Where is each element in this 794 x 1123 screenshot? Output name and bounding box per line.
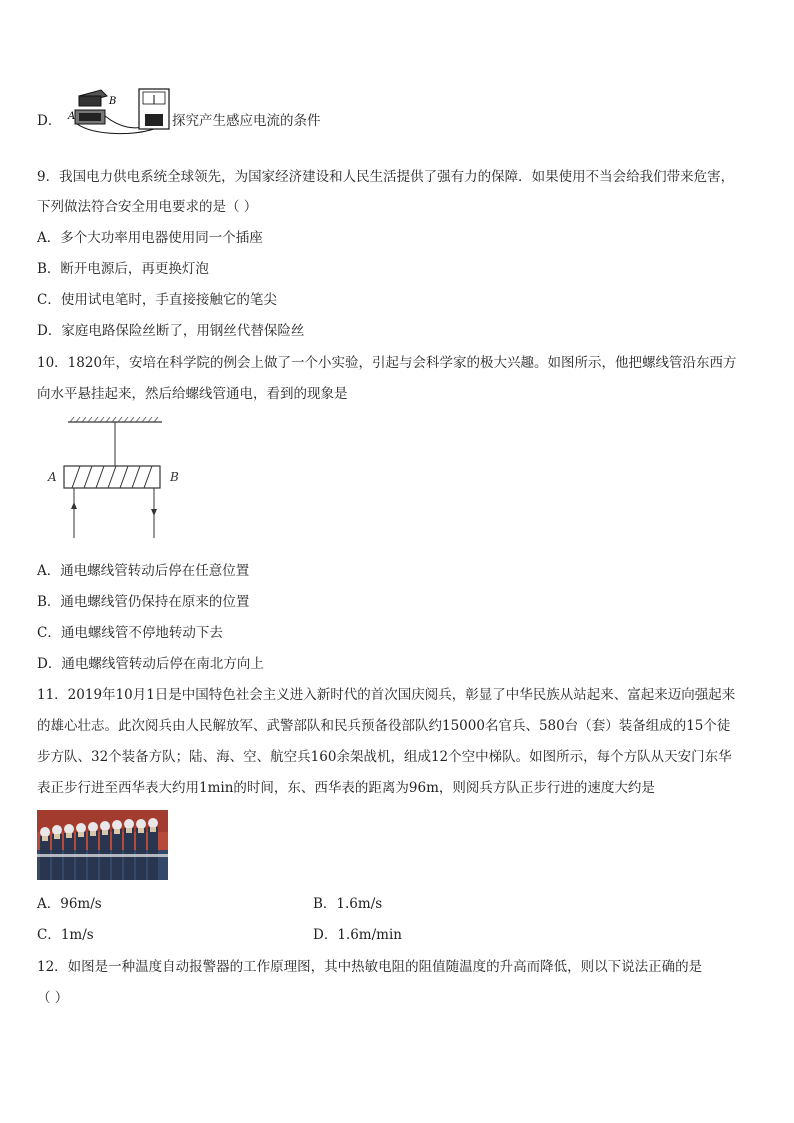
q8-option-d-text: 探究产生感应电流的条件 — [172, 113, 321, 129]
q9-stem-line-2: 下列做法符合安全用电要求的是（ ） — [37, 199, 258, 215]
q12-stem-line-2: （ ） — [37, 990, 69, 1006]
q8-fig-label-a: A — [68, 111, 76, 122]
q11-stem-line-2: 的雄心壮志。此次阅兵由人民解放军、武警部队和民兵预备役部队约15000名官兵、580台（套）装备组成的15个徒 — [37, 718, 731, 734]
induction-experiment-figure — [65, 88, 175, 138]
q11-stem-line-1: 11．2019年10月1日是中国特色社会主义进入新时代的首次国庆阅兵，彰显了中华民族从站起来、富起来迈向强起来 — [37, 687, 736, 703]
q8-fig-label-b: B — [109, 96, 117, 107]
q11-stem-line-4: 表正步行进至西华表大约用1min的时间，东、西华表的距离为96m，则阅兵方队正步行进的速度大约是 — [37, 780, 655, 796]
q12-stem-line-1: 12．如图是一种温度自动报警器的工作原理图，其中热敏电阻的阻值随温度的升高而降低，则以下说法正确的是 — [37, 959, 703, 975]
q10-stem-line-2: 向水平悬挂起来，然后给螺线管通电，看到的现象是 — [37, 386, 348, 402]
q11-option-d: D．1.6m/min — [313, 927, 402, 943]
q10-stem-line-1: 10．1820年，安培在科学院的例会上做了一个小实验，引起与会科学家的极大兴趣。如图所示，他把螺线管沿东西方 — [37, 355, 737, 371]
q10-option-a: A．通电螺线管转动后停在任意位置 — [37, 563, 250, 579]
q9-option-c: C．使用试电笔时，手直接接触它的笔尖 — [37, 292, 277, 308]
q11-option-c: C．1m/s — [37, 927, 94, 943]
q10-fig-label-b: B — [170, 470, 179, 484]
q10-option-b: B．通电螺线管仍保持在原来的位置 — [37, 594, 250, 610]
q10-fig-label-a: A — [48, 470, 57, 484]
q8-option-d — [37, 88, 357, 138]
solenoid-figure — [42, 416, 192, 541]
q9-option-a: A．多个大功率用电器使用同一个插座 — [37, 230, 263, 246]
q9-option-b: B．断开电源后，再更换灯泡 — [37, 261, 209, 277]
parade-photo — [37, 810, 168, 880]
q9-option-d: D．家庭电路保险丝断了，用钢丝代替保险丝 — [37, 323, 305, 339]
q11-stem-line-3: 步方队、32个装备方队；陆、海、空、航空兵160余架战机，组成12个空中梯队。如图所示，每个方队从天安门东华 — [37, 749, 732, 765]
q10-option-d: D．通电螺线管转动后停在南北方向上 — [37, 656, 264, 672]
q8-option-d-label: D． — [37, 113, 62, 129]
q11-option-b: B．1.6m/s — [313, 896, 383, 912]
q10-option-c: C．通电螺线管不停地转动下去 — [37, 625, 223, 641]
q11-option-a: A．96m/s — [37, 896, 102, 912]
q9-stem-line-1: 9．我国电力供电系统全球领先，为国家经济建设和人民生活提供了强有力的保障．如果使用不当会给我们带来危害， — [37, 169, 735, 185]
